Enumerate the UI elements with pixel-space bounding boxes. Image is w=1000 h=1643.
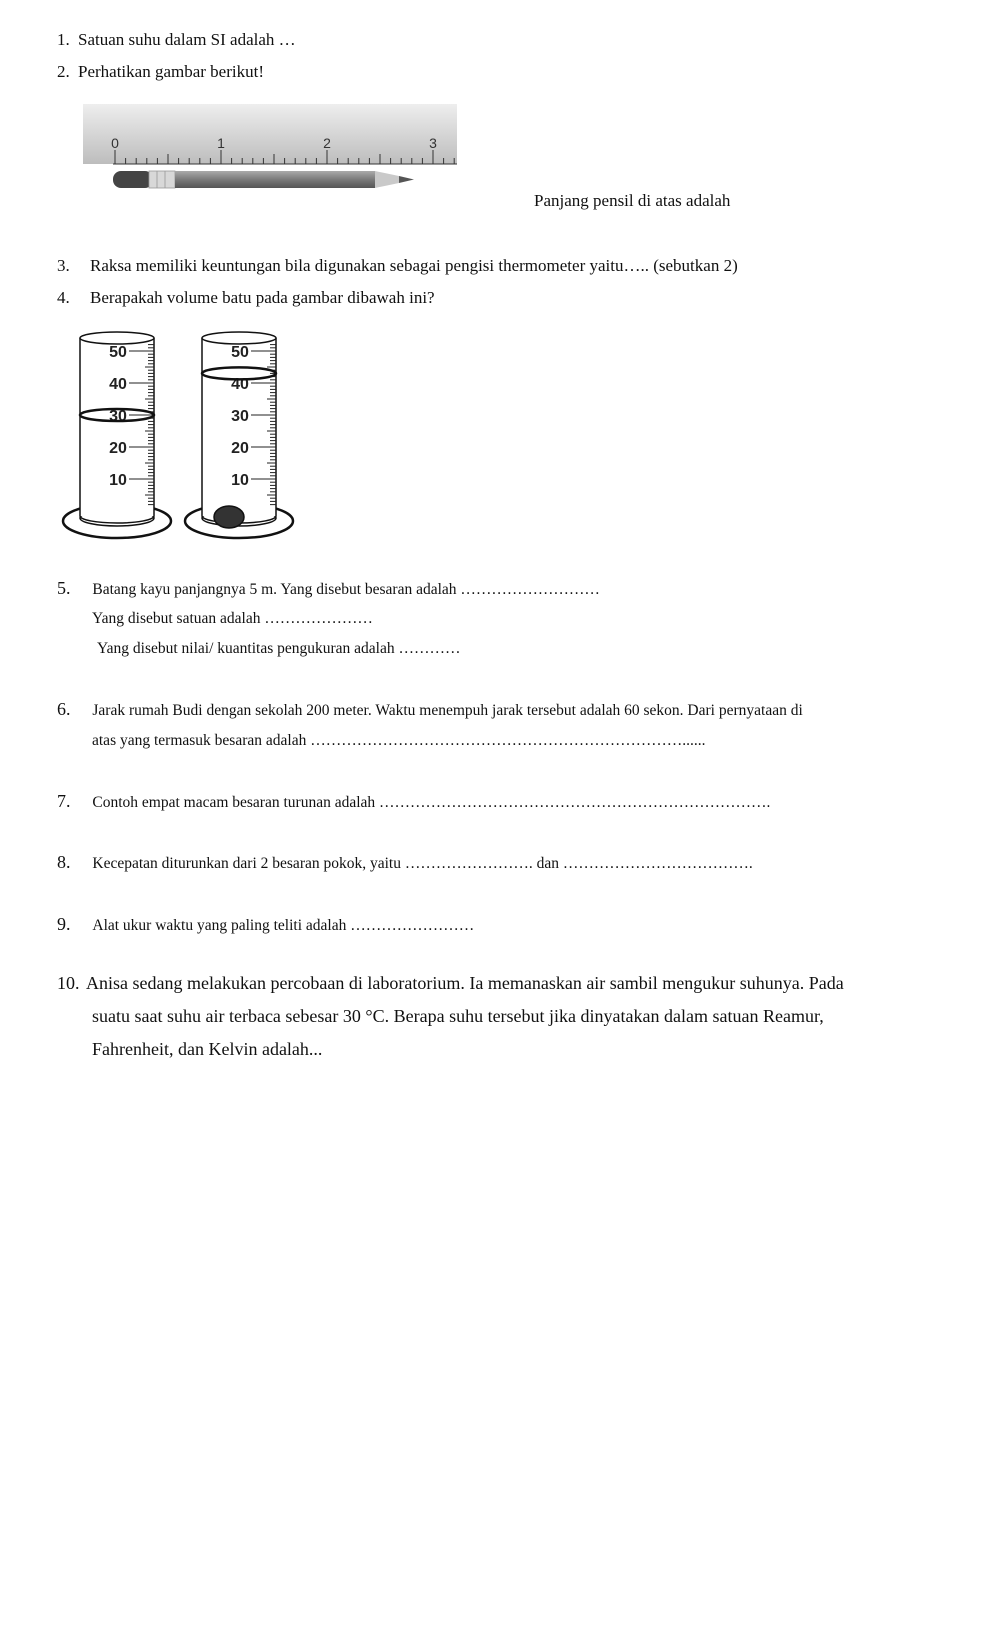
question-6-line2: atas yang termasuk besaran adalah ………………………………………………………………......	[92, 732, 706, 749]
scale-label: 10	[109, 472, 127, 489]
question-7: 7. Contoh empat macam besaran turunan adalah ………………………………………………………………….	[57, 791, 771, 811]
cylinder-before	[63, 332, 171, 538]
question-5-line1: 5. Batang kayu panjangnya 5 m. Yang disebut besaran adalah ………………………	[57, 578, 600, 598]
scale-label: 30	[109, 408, 127, 425]
scale-label: 20	[231, 440, 249, 457]
question-5-line2: Yang disebut satuan adalah …………………	[92, 610, 373, 627]
cylinder-with-stone	[185, 332, 293, 538]
question-2: 2. Perhatikan gambar berikut!	[57, 62, 264, 81]
ruler-body	[83, 104, 457, 164]
question-10-line2: suatu saat suhu air terbaca sebesar 30 °C. Berapa suhu tersebut jika dinyatakan dalam satuan Reamur,	[92, 1006, 824, 1026]
scale-label: 10	[231, 472, 249, 489]
question-6-line1: 6. Jarak rumah Budi dengan sekolah 200 meter. Waktu menempuh jarak tersebut adalah 60 sekon. Dari pernyataan di	[57, 699, 803, 719]
ruler-tick-label: 3	[429, 135, 437, 151]
measuring-cylinders-figure	[60, 330, 310, 560]
scale-label: 40	[109, 376, 127, 393]
cylinder-rim	[202, 332, 276, 344]
scale-label: 50	[109, 344, 127, 361]
question-3: 3. Raksa memiliki keuntungan bila digunakan sebagai pengisi thermometer yaitu….. (sebutkan 2)	[57, 256, 738, 275]
ruler-pencil-figure	[83, 104, 463, 196]
question-9: 9. Alat ukur waktu yang paling teliti adalah ……………………	[57, 914, 475, 934]
question-4: 4. Berapakah volume batu pada gambar dibawah ini?	[57, 288, 435, 307]
ruler-tick-label: 1	[217, 135, 225, 151]
pencil	[113, 171, 414, 188]
question-1: 1. Satuan suhu dalam SI adalah …	[57, 30, 296, 49]
ruler-tick-label: 0	[111, 135, 119, 151]
scale-label: 40	[231, 376, 249, 393]
cylinder-rim	[80, 332, 154, 344]
ruler-tick-label: 2	[323, 135, 331, 151]
scale-label: 20	[109, 440, 127, 457]
scale-label: 30	[231, 408, 249, 425]
question-10-line1: 10. Anisa sedang melakukan percobaan di laboratorium. Ia memanaskan air sambil mengukur suhunya. Pada	[57, 973, 844, 993]
pencil-length-question: Panjang pensil di atas adalah	[534, 191, 731, 210]
question-5-line3: Yang disebut nilai/ kuantitas pengukuran adalah …………	[97, 640, 461, 657]
scale-label: 50	[231, 344, 249, 361]
question-8: 8. Kecepatan diturunkan dari 2 besaran pokok, yaitu ……………………. dan ……………………………….	[57, 852, 753, 872]
question-10-line3: Fahrenheit, dan Kelvin adalah...	[92, 1039, 323, 1059]
stone	[214, 506, 244, 528]
